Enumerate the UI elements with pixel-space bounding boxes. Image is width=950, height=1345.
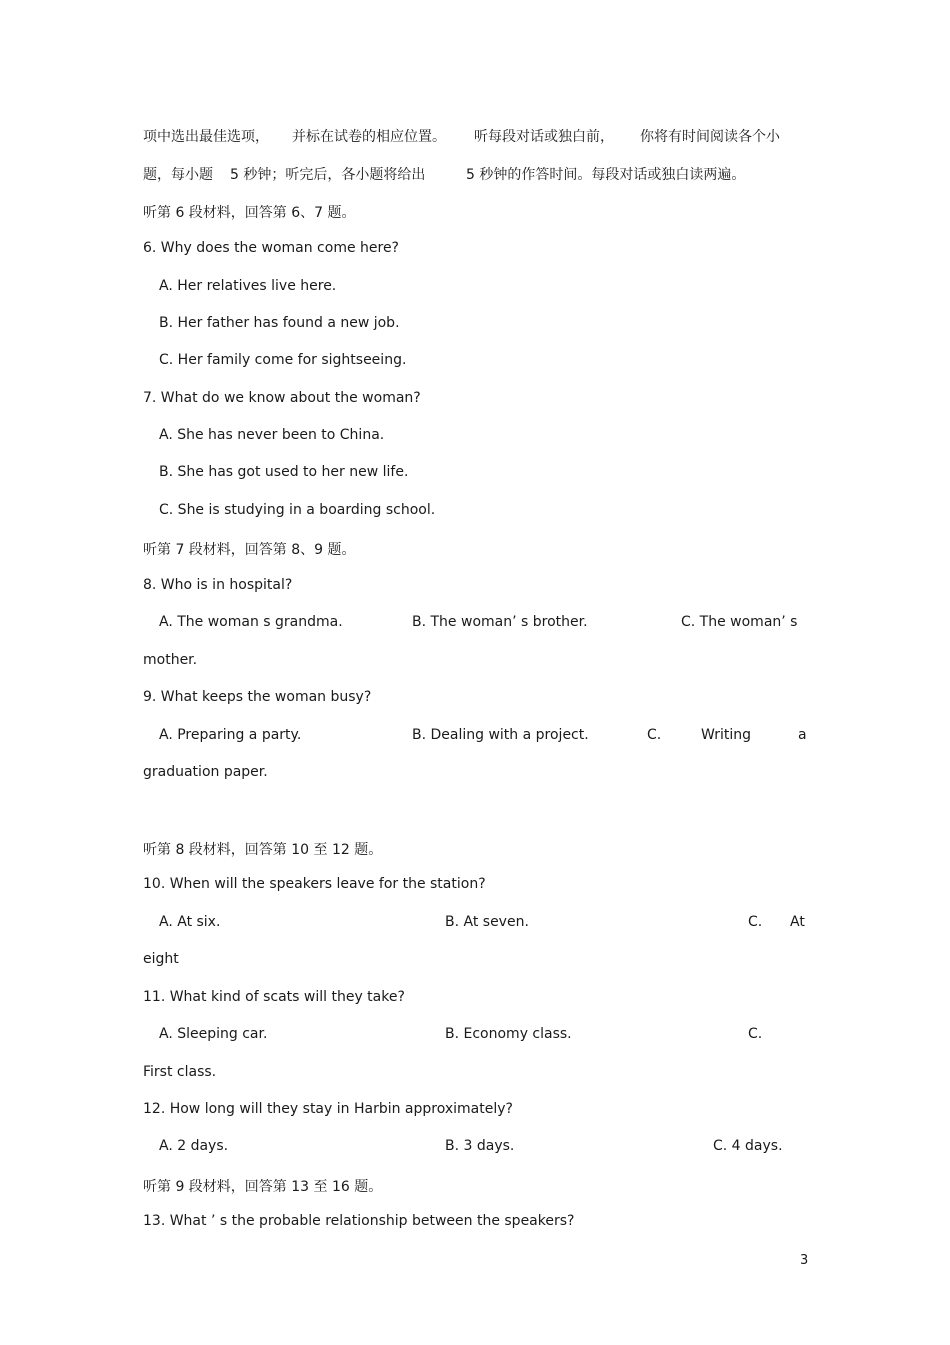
question-11-option-c-continued: First class. xyxy=(143,1064,217,1080)
question-11-option-a: A. Sleeping car. xyxy=(159,1026,268,1042)
question-10-stem: 10. When will the speakers leave for the station? xyxy=(143,876,486,892)
instruction-line-1c xyxy=(474,126,614,146)
question-7-option-a: A. She has never been to China. xyxy=(159,427,385,443)
question-9-option-c-continued: graduation paper. xyxy=(143,764,268,780)
question-9-option-c-letter: C. xyxy=(647,727,662,743)
question-7-option-c: C. She is studying in a boarding school. xyxy=(159,502,436,518)
instruction-text: 听每段对话或独白前， xyxy=(474,129,614,145)
question-9-option-c-article: a xyxy=(798,727,807,743)
page-number: 3 xyxy=(800,1253,809,1268)
question-8-option-c-continued: mother. xyxy=(143,652,198,668)
question-12-option-c: C. 4 days. xyxy=(713,1138,783,1154)
question-10-option-b: B. At seven. xyxy=(445,914,529,930)
question-7-stem: 7. What do we know about the woman? xyxy=(143,390,421,406)
question-11-option-c: C. xyxy=(748,1026,763,1042)
section-heading-9: 听第 9 段材料，回答第 13 至 16 题。 xyxy=(143,1179,383,1195)
section-heading-6: 听第 6 段材料，回答第 6、7 题。 xyxy=(143,205,356,221)
question-9-option-c-word: Writing xyxy=(701,727,751,743)
question-9-stem: 9. What keeps the woman busy? xyxy=(143,689,372,705)
instruction-line-2 xyxy=(143,164,213,184)
question-7-option-b: B. She has got used to her new life. xyxy=(159,464,409,480)
question-6-stem: 6. Why does the woman come here? xyxy=(143,240,399,256)
instruction-text: 你将有时间阅读各个小 xyxy=(640,129,780,145)
section-heading-8: 听第 8 段材料，回答第 10 至 12 题。 xyxy=(143,842,383,858)
question-10-option-a: A. At six. xyxy=(159,914,221,930)
instruction-line-2c xyxy=(466,164,745,184)
question-10-option-c-word: At xyxy=(790,914,805,930)
question-8-option-b: B. The woman’ s brother. xyxy=(412,614,588,630)
question-10-option-c-letter: C. xyxy=(748,914,763,930)
instruction-line-2b xyxy=(230,164,425,184)
instruction-line-1 xyxy=(143,126,269,146)
instruction-text: 并标在试卷的相应位置。 xyxy=(292,129,446,145)
section-heading-7: 听第 7 段材料，回答第 8、9 题。 xyxy=(143,542,356,558)
question-12-option-a: A. 2 days. xyxy=(159,1138,229,1154)
question-8-stem: 8. Who is in hospital? xyxy=(143,577,293,593)
question-13-stem: 13. What ’ s the probable relationship between the speakers? xyxy=(143,1213,575,1229)
question-8-option-a: A. The woman s grandma. xyxy=(159,614,343,630)
question-6-option-b: B. Her father has found a new job. xyxy=(159,315,400,331)
question-12-stem: 12. How long will they stay in Harbin approximately? xyxy=(143,1101,513,1117)
instruction-text: 项中选出最佳选项， xyxy=(143,129,269,145)
question-12-option-b: B. 3 days. xyxy=(445,1138,515,1154)
question-6-option-c: C. Her family come for sightseeing. xyxy=(159,352,407,368)
instruction-text: 题，每小题 xyxy=(143,167,213,183)
question-9-option-a: A. Preparing a party. xyxy=(159,727,302,743)
instruction-line-1b xyxy=(292,126,446,146)
question-11-stem: 11. What kind of scats will they take? xyxy=(143,989,405,1005)
question-9-option-b: B. Dealing with a project. xyxy=(412,727,589,743)
instruction-text: 5 秒钟；听完后，各小题将给出 xyxy=(230,167,426,183)
question-11-option-b: B. Economy class. xyxy=(445,1026,572,1042)
instruction-line-1d xyxy=(640,126,780,146)
question-10-option-c-continued: eight xyxy=(143,951,179,967)
question-8-option-c: C. The woman’ s xyxy=(681,614,798,630)
instruction-text: 5 秒钟的作答时间。每段对话或独白读两遍。 xyxy=(466,167,746,183)
question-6-option-a: A. Her relatives live here. xyxy=(159,278,337,294)
